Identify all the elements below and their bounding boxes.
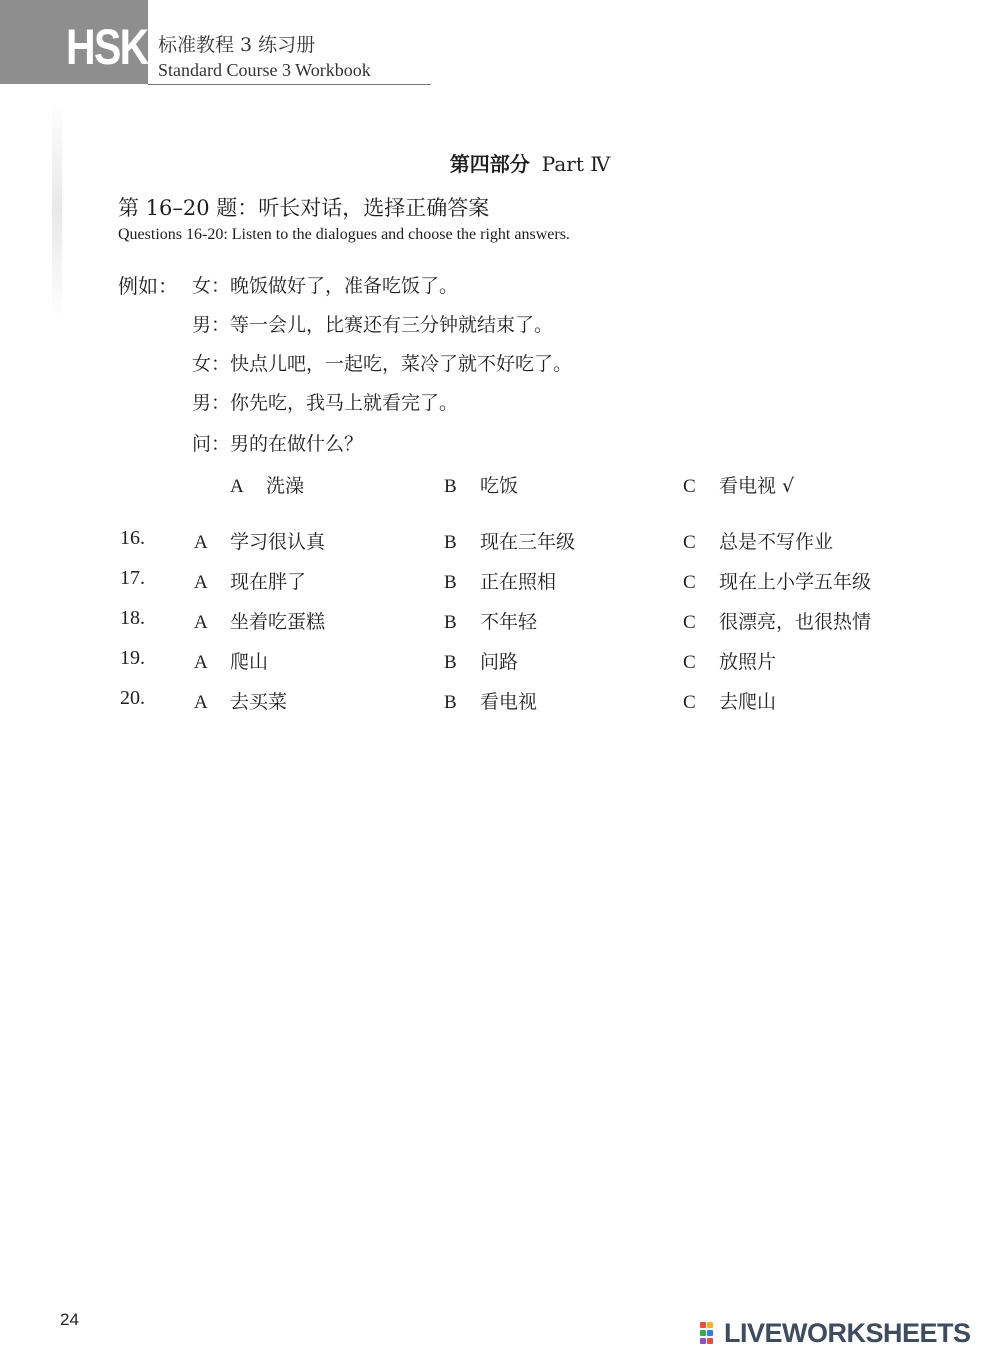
- part-title: [0, 148, 1000, 177]
- example-option-c: [683, 471, 794, 498]
- part-title-en: Part Ⅳ: [541, 152, 611, 176]
- question-18-option-c[interactable]: C 很漂亮，也很热情: [683, 611, 872, 633]
- question-number: 16.: [120, 527, 145, 549]
- liveworksheets-icon: [700, 1322, 720, 1346]
- scan-margin-shadow: [52, 100, 62, 320]
- option-letter: C: [683, 476, 696, 497]
- question-16-option-c[interactable]: C 总是不写作业: [683, 531, 834, 553]
- question-17-option-c[interactable]: C 现在上小学五年级: [683, 571, 872, 593]
- example-option-b: [444, 471, 518, 498]
- question-17-option-a[interactable]: A 现在胖了: [194, 571, 307, 593]
- example-line: 男：你先吃，我马上就看完了。: [192, 392, 459, 414]
- question-19-option-a[interactable]: A 爬山: [194, 651, 269, 673]
- instructions-en: Questions 16-20: Listen to the dialogues and choose the right answers.: [118, 226, 570, 243]
- question-20-option-c[interactable]: C 去爬山: [683, 691, 777, 713]
- hsk-logo: HSK: [66, 19, 148, 75]
- question-number: 20.: [120, 687, 145, 709]
- example-label: 例如：: [118, 274, 178, 298]
- book-title-en: Standard Course 3 Workbook: [158, 60, 371, 80]
- hsk-logo-block: [0, 0, 148, 84]
- option-text: 看电视 √: [719, 475, 795, 497]
- option-text: 吃饭: [480, 475, 519, 497]
- question-20-option-a[interactable]: A 去买菜: [194, 691, 288, 713]
- part-title-cn: 第四部分: [449, 152, 530, 176]
- question-number: 18.: [120, 607, 145, 629]
- option-letter: B: [444, 476, 457, 497]
- example-line: 女：晚饭做好了，准备吃饭了。: [192, 275, 459, 297]
- question-16-option-a[interactable]: A 学习很认真: [194, 531, 326, 553]
- question-19-option-b[interactable]: B 问路: [444, 651, 519, 673]
- question-19-option-c[interactable]: C 放照片: [683, 651, 777, 673]
- example-option-a: [230, 471, 304, 498]
- question-number: 19.: [120, 647, 145, 669]
- liveworksheets-logo[interactable]: [700, 1318, 1000, 1355]
- example-line: 男：等一会儿，比赛还有三分钟就结束了。: [192, 314, 554, 336]
- question-17-option-b[interactable]: B 正在照相: [444, 571, 557, 593]
- book-title-cn: 标准教程 3 练习册: [158, 34, 316, 56]
- question-number: 17.: [120, 567, 145, 589]
- question-18-option-b[interactable]: B 不年轻: [444, 611, 538, 633]
- example-question: 问：男的在做什么？: [192, 433, 364, 455]
- question-20-option-b[interactable]: B 看电视: [444, 691, 538, 713]
- question-16-option-b[interactable]: B 现在三年级: [444, 531, 576, 553]
- question-18-option-a[interactable]: A 坐着吃蛋糕: [194, 611, 326, 633]
- instructions-cn: 第 16–20 题：听长对话，选择正确答案: [118, 196, 490, 220]
- example-line: 女：快点儿吧，一起吃，菜冷了就不好吃了。: [192, 353, 573, 375]
- header-divider: [148, 84, 431, 85]
- option-letter: A: [230, 476, 244, 497]
- liveworksheets-brand: LIVEWORKSHEETS: [724, 1318, 971, 1348]
- page-number: 24: [60, 1310, 79, 1329]
- option-text: 洗澡: [266, 475, 305, 497]
